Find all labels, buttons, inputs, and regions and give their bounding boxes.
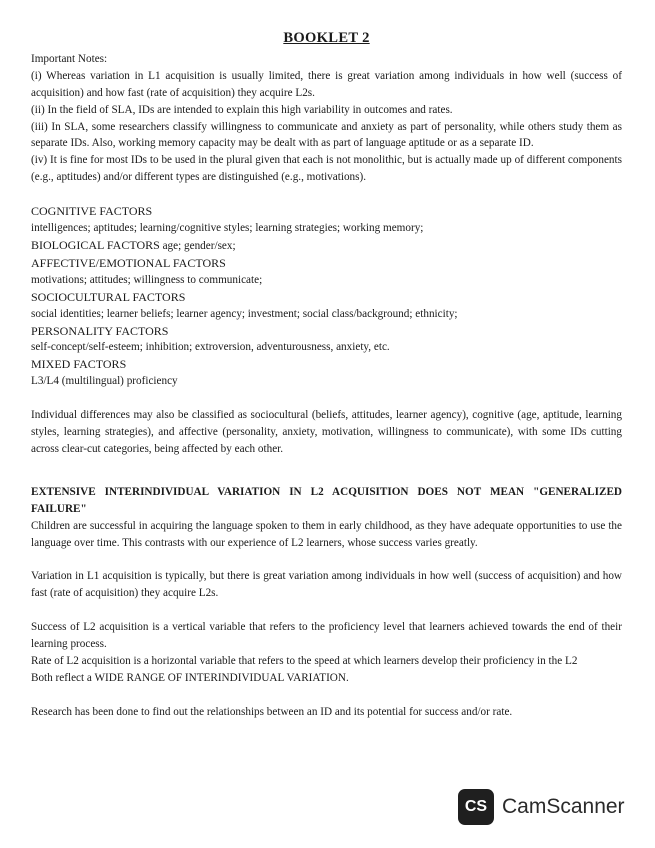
section-paragraph-4: Research has been done to find out the relationships between an ID and its potential for success and/or rate. [31,705,513,718]
success-definition: Success of L2 acquisition is a vertical variable that refers to the proficiency level that learners achieved towards the end of their learning process. [31,621,622,651]
note-item-1: (i) Whereas variation in L1 acquisition is usually limited, there is great variation among individuals in how well (success of acquisition) and how fast (rate of acquisition) they acquire L2s. [31,69,622,99]
note-item-3: (iii) In SLA, some researchers classify willingness to communicate and anxiety as part of personality, while others study them as separate IDs. Also, working memory capacity may be dealt with as part of language aptitude or as a separate ID. [31,120,622,150]
mixed-factors-heading: MIXED FACTORS [31,357,127,372]
biological-factors-items: age; gender/sex; [162,239,236,252]
camscanner-watermark [458,789,625,825]
variation-summary: Both reflect a WIDE RANGE OF INTERINDIVIDUAL VARIATION. [31,672,349,684]
affective-factors-heading: AFFECTIVE/EMOTIONAL FACTORS [31,255,226,270]
cognitive-factors-heading: COGNITIVE FACTORS [31,204,153,219]
camscanner-logo-icon: CS [458,789,494,825]
section-paragraph-1: Children are successful in acquiring the language spoken to them in early childhood, as they have adequate opportunities to use the language over time. This contrasts with our experience of L2 learners, whose success varies greatly. [31,519,622,549]
affective-factors-items: motivations; attitudes; willingness to communicate; [31,273,263,286]
cognitive-factors-items: intelligences; aptitudes; learning/cognitive styles; learning strategies; working memory; [31,222,424,235]
biological-factors-heading: BIOLOGICAL FACTORS [31,237,160,252]
biological-factors-row [31,237,622,255]
personality-factors-heading: PERSONALITY FACTORS [31,323,169,338]
section-paragraph-2: Variation in L1 acquisition is typically, but there is great variation among individuals in how well (success of acquisition) and how fast (rate of acquisition) they acquire L2s. [31,570,622,600]
mixed-factors-items: L3/L4 (multilingual) proficiency [31,375,178,388]
section-heading: EXTENSIVE INTERINDIVIDUAL VARIATION IN L2 ACQUISITION DOES NOT MEAN "GENERALIZED FAILURE" [31,485,622,515]
sociocultural-factors-items: social identities; learner beliefs; learner agency; investment; social class/background; ethnicity; [31,307,458,320]
note-item-2: (ii) In the field of SLA, IDs are intended to explain this high variability in outcomes and rates. [31,103,453,116]
notes-heading: Important Notes: [31,52,108,65]
page-title: BOOKLET 2 [283,30,370,46]
document-page [31,30,622,721]
rate-definition: Rate of L2 acquisition is a horizontal variable that refers to the speed at which learners develop their proficiency in the L2 [31,655,578,668]
personality-factors-items: self-concept/self-esteem; inhibition; extroversion, adventurousness, anxiety, etc. [31,341,390,354]
classification-paragraph: Individual differences may also be classified as sociocultural (beliefs, attitudes, learner agency), cognitive (age, aptitude, learning styles, learning strategies), and affective (personality, anxiety, motivation, willingness to communicate), with some IDs cutting across clear-cut categories, being affected by each other. [31,409,622,455]
sociocultural-factors-heading: SOCIOCULTURAL FACTORS [31,289,186,304]
note-item-4: (iv) It is fine for most IDs to be used in the plural given that each is not monolithic, but is actually made up of different components (e.g., aptitudes) and/or different types are distinguished (e.g., motivations). [31,154,622,184]
camscanner-brand-text: CamScanner [502,795,625,818]
